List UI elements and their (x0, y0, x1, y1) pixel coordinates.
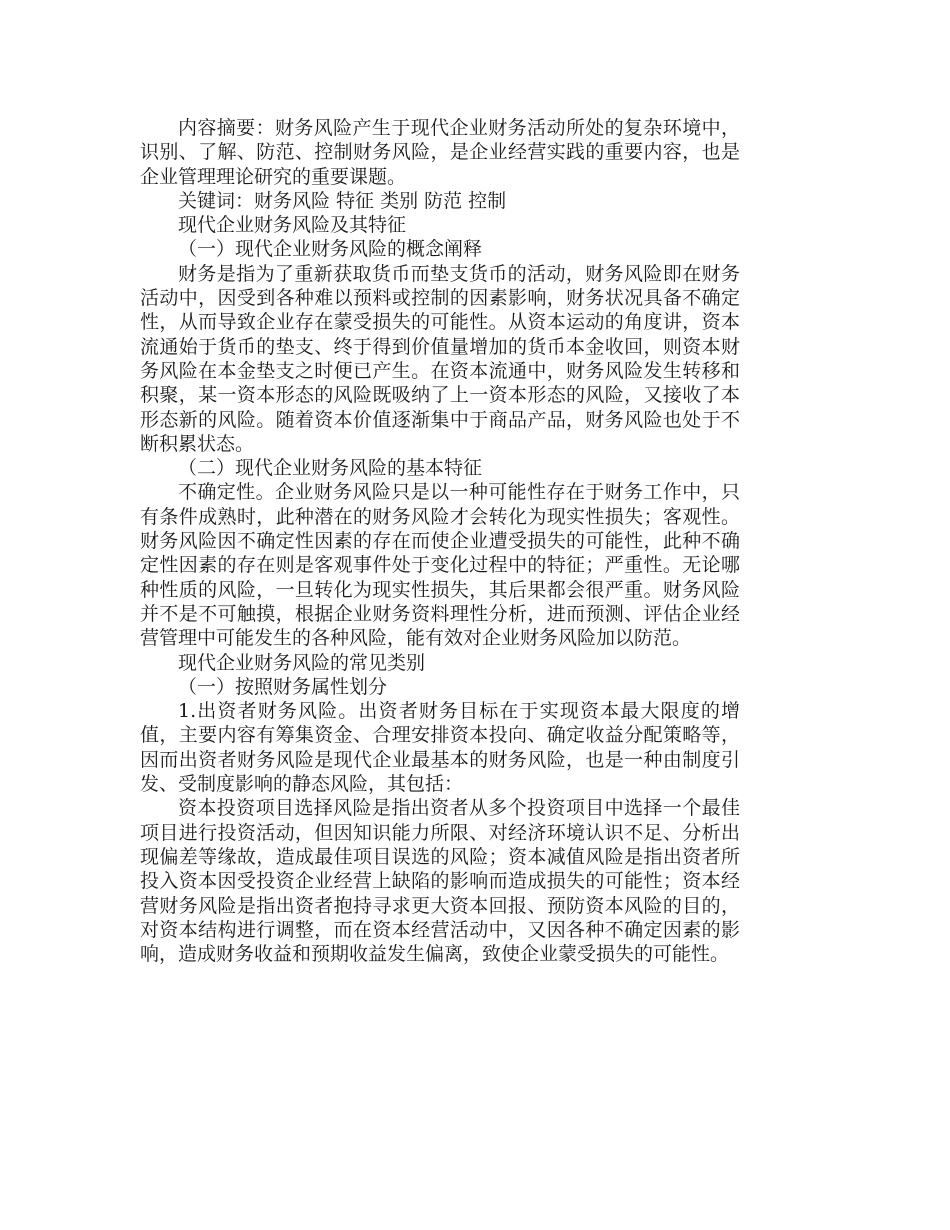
section-1-paragraph-2: 不确定性。企业财务风险只是以一种可能性存在于财务工作中，只有条件成熟时，此种潜在的财务风险才会转化为现实性损失；客观性。财务风险因不确定性因素的存在而使企业遭受损失的可能性，此种不确定性因素的存在则是客观事件处于变化过程中的特征；严重性。无论哪种性质的风险，一旦转化为现实性损失，其后果都会很严重。财务风险并不是不可触摸，根据企业财务资料理性分析，进而预测、评估企业经营管理中可能发生的各种风险，能有效对企业财务风险加以防范。 (140, 481, 740, 650)
abstract-paragraph: 内容摘要：财务风险产生于现代企业财务活动所处的复杂环境中，识别、了解、防范、控制财务风险，是企业经营实践的重要内容，也是企业管理理论研究的重要课题。 (140, 117, 740, 188)
section-2-paragraph-2: 资本投资项目选择风险是指出资者从多个投资项目中选择一个最佳项目进行投资活动，但因知识能力所限、对经济环境认识不足、分析出现偏差等缘故，造成最佳项目误选的风险；资本减值风险是指出资者所投入资本因受投资企业经营上缺陷的影响而造成损失的可能性；资本经营财务风险是指出资者抱持寻求更大资本回报、预防资本风险的目的，对资本结构进行调整，而在资本经营活动中，又因各种不确定因素的影响，造成财务收益和预期收益发生偏离，致使企业蒙受损失的可能性。 (140, 797, 740, 966)
document-page (140, 116, 740, 966)
section-2-paragraph-1: 1.出资者财务风险。出资者财务目标在于实现资本最大限度的增值，主要内容有筹集资金、合理安排资本投向、确定收益分配策略等，因而出资者财务风险是现代企业最基本的财务风险，也是一种由制度引发、受制度影响的静态风险，其包括： (140, 700, 740, 796)
section-2-title: 现代企业财务风险的常见类别 (178, 651, 426, 674)
section-1-paragraph-1: 财务是指为了重新获取货币而垫支货币的活动，财务风险即在财务活动中，因受到各种难以预料或控制的因素影响，财务状况具备不确定性，从而导致企业存在蒙受损失的可能性。从资本运动的角度讲，资本流通始于货币的垫支、终于得到价值量增加的货币本金收回，则资本财务风险在本金垫支之时便已产生。在资本流通中，财务风险发生转移和积聚，某一资本形态的风险既吸纳了上一资本形态的风险，又接收了本形态新的风险。随着资本价值逐渐集中于商品产品，财务风险也处于不断积累状态。 (140, 262, 740, 455)
section-1-subheading-1: （一）现代企业财务风险的概念阐释 (178, 238, 483, 261)
section-2-subheading-1: （一）按照财务属性划分 (178, 675, 388, 698)
section-1-subheading-2: （二）现代企业财务风险的基本特征 (178, 457, 483, 480)
section-1-title: 现代企业财务风险及其特征 (178, 214, 407, 237)
keywords-line: 关键词：财务风险 特征 类别 防范 控制 (178, 189, 507, 212)
